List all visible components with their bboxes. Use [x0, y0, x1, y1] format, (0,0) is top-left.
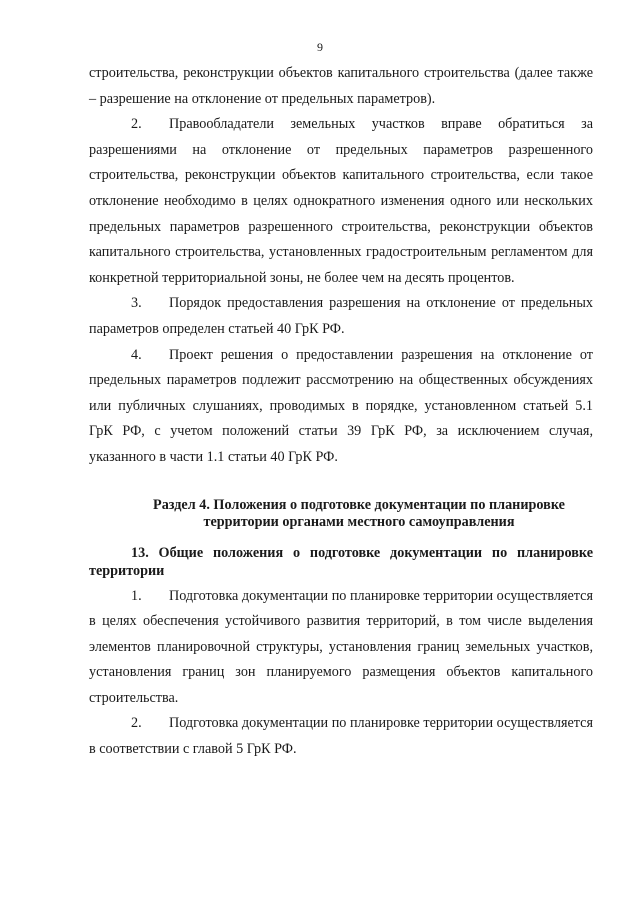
item-number: 1. — [131, 587, 142, 604]
paragraph-item-4 — [89, 343, 593, 471]
item-text: Порядок предоставления разрешения на отклонение от предельных параметров определен статьей 40 ГрК РФ. — [89, 295, 593, 337]
page-number: 9 — [317, 40, 323, 54]
paragraph-item-2 — [89, 112, 593, 291]
item-text: Проект решения о предоставлении разрешения на отклонение от предельных параметров подлежит рассмотрению на общественных обсуждениях или публичных слушаниях, проводимых в порядке, установленном статьей 5.1 ГрК РФ, с учетом положений статьи 39 ГрК РФ, за исключением случая, указанного в части 1.1 статьи 40 ГрК РФ. — [89, 346, 593, 465]
item-number: 4. — [131, 346, 142, 363]
item-text: Подготовка документации по планировке территории осуществляется в целях обеспечения устойчивого развития территорий, в том числе выделения элементов планировочной структуры, установления границ земельных участков, установления границ зон планируемого размещения объектов капитального строительства. — [89, 587, 593, 706]
item-number: 3. — [131, 295, 142, 312]
section-heading: Раздел 4. Положения о подготовке документации по планировке территории органами местного самоуправления — [153, 496, 565, 530]
item-text: Подготовка документации по планировке территории осуществляется в соответствии с главой 5 ГрК РФ. — [89, 715, 593, 758]
article-heading: 13. Общие положения о подготовке документации по планировке территории — [89, 544, 593, 579]
item-number: 2. — [131, 116, 142, 133]
item-text: Правообладатели земельных участков вправе обратиться за разрешениями на отклонение от предельных параметров разрешенного строительства, реконструкции объектов капитального строительства, если такое отклонение необходимо в целях однократного изменения одного или нескольких предельных параметров разрешенного строительства, реконструкции объектов капитального строительства, установленных градостроительным регламентом для конкретной территориальной зоны, не более чем на десять процентов. — [89, 116, 593, 286]
paragraph-item-3 — [89, 291, 593, 342]
paragraph-item-2b — [89, 711, 593, 762]
paragraph-item-1 — [89, 584, 593, 712]
document-body — [89, 61, 593, 763]
item-number: 2. — [131, 715, 142, 732]
paragraph-continuation: строительства, реконструкции объектов капитального строительства (далее также – разрешение на отклонение от предельных параметров). — [89, 65, 593, 107]
